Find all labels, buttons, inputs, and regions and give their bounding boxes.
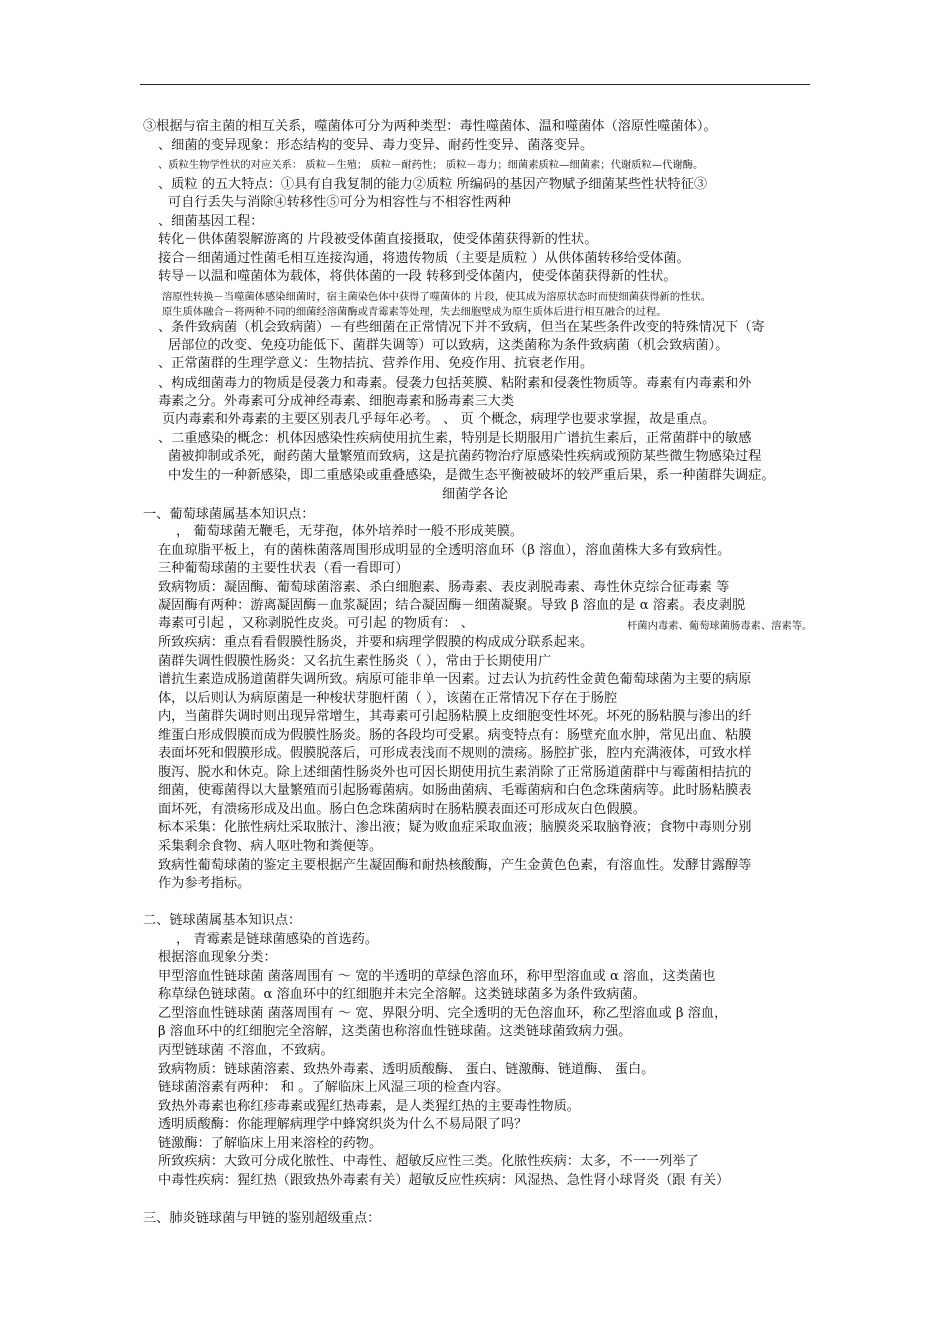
text-line: 称草绿色链球菌。α 溶血环中的红细胞并未完全溶解。这类链球菌多为条件致病菌。 [158,987,646,1002]
text-line: 根据溶血现象分类： [158,950,277,965]
text-line: 所致疾病：重点看看假膜性肠炎，并要和病理学假膜的构成成分联系起来。 [158,635,594,650]
text-line: 甲型溶血性链球菌 菌落周围有 ～ 宽的半透明的草绿色溶血环，称甲型溶血或 α 溶血，这类菌也 [158,969,716,984]
text-line: 三种葡萄球菌的主要性状表（看一看即可） [158,561,409,576]
text-line: 、条件致病菌（机会致病菌）－有些细菌在正常情况下并不致病，但当在某些条件改变的特殊情况下（寄 [158,320,765,335]
text-line: 标本采集：化脓性病灶采取脓汁、渗出液；疑为败血症采取血液；脑膜炎采取脑脊液；食物中毒则分别 [158,820,752,835]
text-line: 转化－供体菌裂解游离的 片段被受体菌直接摄取，使受体菌获得新的性状。 [158,232,598,247]
text-line: 致病物质：链球菌溶素、致热外毒素、透明质酸酶、 蛋白、链激酶、链道酶、 蛋白。 [158,1062,655,1077]
header-rule [140,84,810,85]
text-line: 溶原性转换－当噬菌体感染细菌时，宿主菌染色体中获得了噬菌体的 片段，使其成为溶原状态时而使细菌获得新的性状。 [162,291,712,303]
text-line: 、细菌的变异现象：形态结构的变异、毒力变异、耐药性变异、菌落变异。 [158,138,594,153]
text-line: 转导－以温和噬菌体为载体，将供体菌的一段 转移到受体菌内，使受体菌获得新的性状。 [158,269,677,284]
text-line: 毒素之分。外毒素可分成神经毒素、细胞毒素和肠毒素三大类 [158,394,515,409]
text-line: 在血琼脂平板上，有的菌株菌落周围形成明显的全透明溶血环（β 溶血），溶血菌株大多有致病性。 [158,543,731,558]
text-line: 细菌，使霉菌得以大量繁殖而引起肠霉菌病。如肠曲菌病、毛霉菌病和白色念珠菌病等。此时肠粘膜表 [158,783,752,798]
text-line: 所致疾病：大致可分成化脓性、中毒性、超敏反应性三类。化脓性疾病：太多，不一一列举了 [158,1154,699,1169]
text-line: β 溶血环中的红细胞完全溶解，这类菌也称溶血性链球菌。这类链球菌致病力强。 [158,1024,632,1039]
text-line: 、二重感染的概念：机体因感染性疾病使用抗生素，特别是长期服用广谱抗生素后，正常菌群中的敏感 [158,431,752,446]
text-line: 页内毒素和外毒素的主要区别表几乎每年必考。 、 页 个概念，病理学也要求掌握，故是重点。 [162,412,716,427]
text-line: 、细菌基因工程： [158,214,264,229]
text-line: 乙型溶血性链球菌 菌落周围有 ～ 宽、界限分明、完全透明的无色溶血环，称乙型溶血或 β 溶血， [158,1006,728,1021]
text-line: ， 青霉素是链球菌感染的首选药。 [176,932,379,947]
text-line: 面坏死，有溃疡形成及出血。肠白色念珠菌病时在肠粘膜表面还可形成灰白色假膜。 [158,802,646,817]
text-line: 体，以后则认为病原菌是一种梭状芽胞杆菌（ ），该菌在正常情况下存在于肠腔 [158,691,618,706]
text-line: ， 葡萄球菌无鞭毛，无芽孢，体外培养时一般不形成荚膜。 [176,524,524,539]
text-line: 菌被抑制或杀死，耐药菌大量繁殖而致病，这是抗菌药物治疗原感染性疾病或预防某些微生物感染过程 [168,449,762,464]
text-line: 维蛋白形成假膜而成为假膜性肠炎。肠的各段均可受累。病变特点有：肠壁充血水肿，常见出血、粘膜 [158,728,752,743]
text-line: 腹泻、脱水和休克。除上述细菌性肠炎外也可因长期使用抗生素消除了正常肠道菌群中与霉菌相拮抗的 [158,765,752,780]
text-line: 谱抗生素造成肠道菌群失调所致。病原可能非单一因素。过去认为抗药性金黄色葡萄球菌为主要的病原 [158,672,752,687]
text-line: 链激酶：了解临床上用来溶栓的药物。 [158,1136,383,1151]
text-line: 接合－细菌通过性菌毛相互连接沟通，将遗传物质（主要是质粒 ）从供体菌转移给受体菌。 [158,251,690,266]
text-line: 中发生的一种新感染，即二重感染或重叠感染，是微生态平衡被破坏的较严重后果，系一种菌群失调症。 [168,468,775,483]
text-line: 菌群失调性假膜性肠炎：又名抗生素性肠炎（ ），常由于长期使用广 [158,654,552,669]
text-line: 、质粒生物学性状的对应关系： 质粒－生殖； 质粒－耐药性； 质粒－毒力；细菌素质粒—细菌素；代谢质粒—代谢酶。 [158,159,704,171]
text-line: 一、葡萄球菌属基本知识点： [143,507,315,522]
text-line: 原生质体融合－将两种不同的细菌经溶菌酶或青霉素等处理，失去细胞壁成为原生质体后进行相互融合的过程。 [162,306,667,318]
text-line: 、构成细菌毒力的物质是侵袭力和毒素。侵袭力包括荚膜、粘附素和侵袭性物质等。毒素有内毒素和外 [158,376,752,391]
text-line: 、正常菌群的生理学意义：生物拮抗、营养作用、免疫作用、抗衰老作用。 [158,356,594,371]
text-line: 作为参考指标。 [158,876,251,891]
text-line: 二、链球菌属基本知识点： [143,913,302,928]
text-line: 表面坏死和假膜形成。假膜脱落后，可形成表浅而不规则的溃疡。肠腔扩张，腔内充满液体，可致水样 [158,746,752,761]
text-line: 居部位的改变、免疫功能低下、菌群失调等）可以致病，这类菌称为条件致病菌（机会致病菌）。 [168,338,729,353]
text-line: 可自行丢失与消除④转移性⑤可分为相容性与不相容性两种 [168,195,511,210]
text-line: 、质粒 的五大特点：①具有自我复制的能力②质粒 所编码的基因产物赋予细菌某些性状特征③ [158,177,708,192]
text-line: 三、肺炎链球菌与甲链的鉴别超级重点： [143,1211,381,1226]
text-line: 杆菌内毒素、葡萄球菌肠毒素、溶素等。 [627,620,813,632]
text-line: 致病性葡萄球菌的鉴定主要根据产生凝固酶和耐热核酸酶，产生金黄色色素，有溶血性。发酵甘露醇等 [158,858,752,873]
text-line: 内，当菌群失调时则出现异常增生，其毒素可引起肠粘膜上皮细胞变性坏死。坏死的肠粘膜与渗出的纤 [158,709,752,724]
text-line: 致病物质：凝固酶、葡萄球菌溶素、杀白细胞素、肠毒素、表皮剥脱毒素、毒性休克综合征毒素 等 [158,580,730,595]
text-line: ③根据与宿主菌的相互关系，噬菌体可分为两种类型：毒性噬菌体、温和噬菌体（溶原性噬菌体）。 [143,119,717,134]
text-line: 致热外毒素也称红疹毒素或猩红热毒素，是人类猩红热的主要毒性物质。 [158,1099,580,1114]
text-line: 丙型链球菌 不溶血，不致病。 [158,1043,334,1058]
text-line: 链球菌溶素有两种： 和 。了解临床上风湿三项的检查内容。 [158,1080,510,1095]
text-line: 中毒性疾病：猩红热（跟致热外毒素有关）超敏反应性疾病：风湿热、急性肾小球肾炎（跟 有关） [158,1173,730,1188]
text-line: 透明质酸酶：你能理解病理学中蜂窝织炎为什么不易局限了吗？ [158,1117,528,1132]
section-heading: 细菌学各论 [442,487,508,502]
text-line: 凝固酶有两种：游离凝固酶－血浆凝固；结合凝固酶－细菌凝聚。导致 β 溶血的是 α 溶素。表皮剥脱 [158,598,746,613]
text-line: 毒素可引起 ，又称剥脱性皮炎。可引起 的物质有： 、 [158,616,474,631]
text-line: 采集剩余食物、病人呕吐物和粪便等。 [158,839,383,854]
